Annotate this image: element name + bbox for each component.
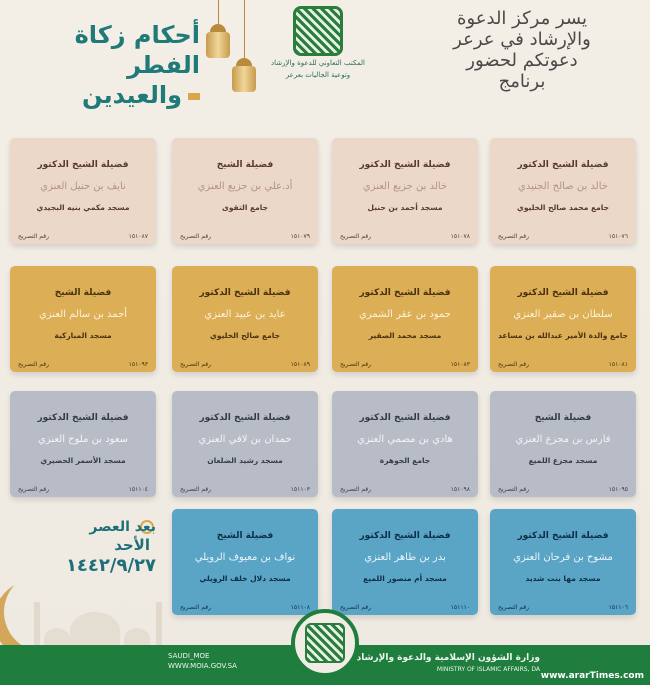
ministry-name-en: MINISTRY OF ISLAMIC AFFAIRS, DA — [436, 666, 540, 673]
social-handle: SAUDI_MOE — [168, 652, 210, 660]
invitation-text — [412, 8, 632, 92]
permit-row — [340, 486, 470, 493]
speaker-card — [10, 138, 156, 244]
speaker-card — [490, 266, 636, 372]
ministry-logo — [291, 609, 359, 677]
speaker-card — [490, 138, 636, 244]
logo-text-1: المكتب التعاوني للدعوة والإرشاد — [271, 59, 365, 67]
speaker-title: فضيلة الشيخ — [216, 160, 274, 170]
speaker-name: خالد بن جزيع العنزي — [362, 181, 448, 192]
permit-number: ١٥١٠٧٦ — [608, 233, 628, 240]
speaker-card — [490, 509, 636, 615]
speaker-card — [332, 266, 478, 372]
permit-label: رقم التصريح — [18, 486, 50, 493]
permit-row — [340, 233, 470, 240]
mosque-name: جامع التقوى — [221, 203, 269, 212]
invite-line: يسر مركز الدعوة — [457, 8, 587, 29]
speaker-title: فضيلة الشيخ الدكتور — [359, 413, 451, 423]
speaker-title: فضيلة الشيخ الدكتور — [199, 413, 291, 423]
mosque-name: جامع والدة الأمير عبدالله بن مساعد — [497, 331, 628, 340]
speaker-name: هادي بن مصمي العنزي — [357, 434, 453, 445]
permit-row — [18, 361, 148, 368]
speaker-name: مشوح بن فرحان العنزي — [513, 552, 613, 563]
footer-links — [168, 651, 237, 671]
speaker-name: عايد بن عبيد العنزي — [204, 309, 286, 320]
speaker-name: نواف بن معيوف الرويلي — [194, 552, 296, 563]
speaker-card — [172, 266, 318, 372]
permit-number: ١٥١٠٩٨ — [450, 486, 470, 493]
mosque-name: مسجد أم منصور اللميع — [363, 574, 447, 583]
permit-number: ١٥١١٠٤ — [128, 486, 148, 493]
speaker-title: فضيلة الشيخ الدكتور — [359, 160, 451, 170]
speaker-title: فضيلة الشيخ الدكتور — [359, 531, 451, 541]
time-after: بعد العصر — [89, 519, 156, 535]
permit-row — [340, 604, 470, 611]
speaker-name: حمدان بن لافي العنزي — [198, 434, 292, 445]
permit-label: رقم التصريح — [498, 233, 530, 240]
website-link[interactable]: WWW.MOIA.GOV.SA — [168, 662, 237, 670]
speaker-name: حمود بن عقر الشمري — [359, 309, 451, 320]
speaker-name: خالد بن صالح الجنيدي — [518, 181, 608, 192]
permit-label: رقم التصريح — [498, 604, 530, 611]
speaker-title: فضيلة الشيخ الدكتور — [517, 288, 609, 298]
mosque-name: مسجد أحمد بن حنبل — [367, 203, 443, 212]
permit-number: ١٥١٠٨٧ — [128, 233, 148, 240]
speaker-title: فضيلة الشيخ الدكتور — [517, 160, 609, 170]
speaker-title: فضيلة الشيخ — [54, 288, 112, 298]
mosque-name: جامع صالح الخليوي — [210, 331, 280, 340]
speaker-card — [10, 266, 156, 372]
gold-dot-icon — [188, 93, 200, 100]
invite-line: والإرشاد في عرعر — [453, 29, 591, 50]
mosque-name: جامع محمد صالح الخليوي — [516, 203, 609, 212]
lantern-icon — [206, 0, 230, 58]
speaker-title: فضيلة الشيخ الدكتور — [359, 288, 451, 298]
event-time — [52, 518, 156, 577]
permit-label: رقم التصريح — [340, 604, 372, 611]
invite-line: برنامج — [498, 71, 546, 92]
permit-row — [18, 233, 148, 240]
permit-row — [498, 604, 628, 611]
permit-label: رقم التصريح — [340, 361, 372, 368]
emblem-icon — [305, 623, 345, 663]
mosque-name: مسجد محمد الصقير — [368, 331, 442, 340]
speaker-card — [332, 391, 478, 497]
permit-label: رقم التصريح — [180, 604, 212, 611]
event-day: الأحد — [114, 536, 150, 554]
permit-label: رقم التصريح — [180, 361, 212, 368]
permit-label: رقم التصريح — [180, 233, 212, 240]
speaker-name: سعود بن ملوح العنزي — [37, 434, 129, 445]
permit-number: ١٥١١٠٨ — [290, 604, 310, 611]
invite-line: دعوتكم لحضور — [466, 50, 578, 71]
mosque-name: جامع الجوهرة — [379, 456, 431, 465]
speaker-title: فضيلة الشيخ الدكتور — [37, 160, 129, 170]
speaker-card — [172, 509, 318, 615]
mosque-name: مسجد دلال خلف الرويلي — [199, 574, 291, 583]
permit-row — [498, 361, 628, 368]
permit-row — [340, 361, 470, 368]
lantern-icon — [232, 0, 256, 92]
permit-label: رقم التصريح — [340, 486, 372, 493]
permit-row — [180, 233, 310, 240]
mosque-silhouette — [30, 600, 170, 650]
mosque-name: مسجد مجزع اللميع — [528, 456, 598, 465]
mosque-name: مسجد الأسمر الحضيري — [40, 456, 126, 465]
permit-number: ١٥١٠٧٨ — [450, 233, 470, 240]
permit-row — [180, 361, 310, 368]
ministry-name-ar: وزارة الشؤون الإسلامية والدعوة والإرشاد — [356, 653, 540, 663]
program-title-line1: أحكام زكاة الفطر — [74, 21, 200, 79]
speaker-card — [172, 138, 318, 244]
permit-number: ١٥١٠٩٣ — [128, 361, 148, 368]
permit-number: ١٥١٠٨١ — [608, 361, 628, 368]
program-title — [8, 20, 200, 110]
mosque-name: مسجد المباركية — [54, 331, 112, 340]
permit-number: ١٥١٠٨٣ — [450, 361, 470, 368]
permit-number: ١٥١١٠٦ — [608, 604, 628, 611]
event-date: ١٤٤٢/٩/٢٧ — [65, 555, 156, 576]
speaker-title: فضيلة الشيخ — [534, 413, 592, 423]
permit-label: رقم التصريح — [498, 486, 530, 493]
permit-number: ١٥١٠٧٩ — [290, 233, 310, 240]
logo-text-2: وتوعية الجاليات بعرعر — [285, 71, 351, 79]
mosque-name: مسجد مها بنت شديد — [525, 574, 601, 583]
permit-number: ١٥١٠٩٥ — [608, 486, 628, 493]
speaker-title: فضيلة الشيخ الدكتور — [37, 413, 129, 423]
permit-label: رقم التصريح — [18, 361, 50, 368]
permit-label: رقم التصريح — [18, 233, 50, 240]
permit-row — [18, 486, 148, 493]
permit-label: رقم التصريح — [340, 233, 372, 240]
permit-number: ١٥١٠٨٩ — [290, 361, 310, 368]
speaker-title: فضيلة الشيخ — [216, 531, 274, 541]
permit-row — [180, 604, 310, 611]
emblem-icon — [293, 6, 343, 56]
speaker-name: أحمد بن سالم العنزي — [38, 309, 128, 320]
speaker-name: سلطان بن صقير العنزي — [513, 309, 613, 320]
watermark: www.ararTimes.com — [540, 671, 644, 681]
speaker-title: فضيلة الشيخ الدكتور — [199, 288, 291, 298]
program-title-line2: والعيدين — [82, 81, 182, 109]
permit-label: رقم التصريح — [498, 361, 530, 368]
speaker-card — [490, 391, 636, 497]
permit-row — [180, 486, 310, 493]
speaker-name: أد.علي بن جزيع العنزي — [197, 181, 293, 192]
speaker-card — [10, 391, 156, 497]
speaker-card — [332, 138, 478, 244]
permit-number: ١٥١١٠٣ — [290, 486, 310, 493]
mosque-name: مسجد مكمي بنيه البجيدي — [36, 203, 130, 212]
speaker-name: بدر بن طاهر العنزي — [364, 552, 446, 563]
permit-row — [498, 486, 628, 493]
speaker-title: فضيلة الشيخ الدكتور — [517, 531, 609, 541]
mosque-name: مسجد رشيد الضلعان — [207, 456, 283, 465]
speaker-card — [172, 391, 318, 497]
permit-number: ١٥١١١٠ — [450, 604, 470, 611]
center-logo — [262, 6, 374, 80]
speaker-name: نايف بن حنيل العنزي — [40, 181, 126, 192]
ministry-name — [357, 652, 540, 676]
speaker-name: فارس بن مجزع العنزي — [515, 434, 611, 445]
permit-row — [498, 233, 628, 240]
permit-label: رقم التصريح — [180, 486, 212, 493]
speaker-card — [332, 509, 478, 615]
